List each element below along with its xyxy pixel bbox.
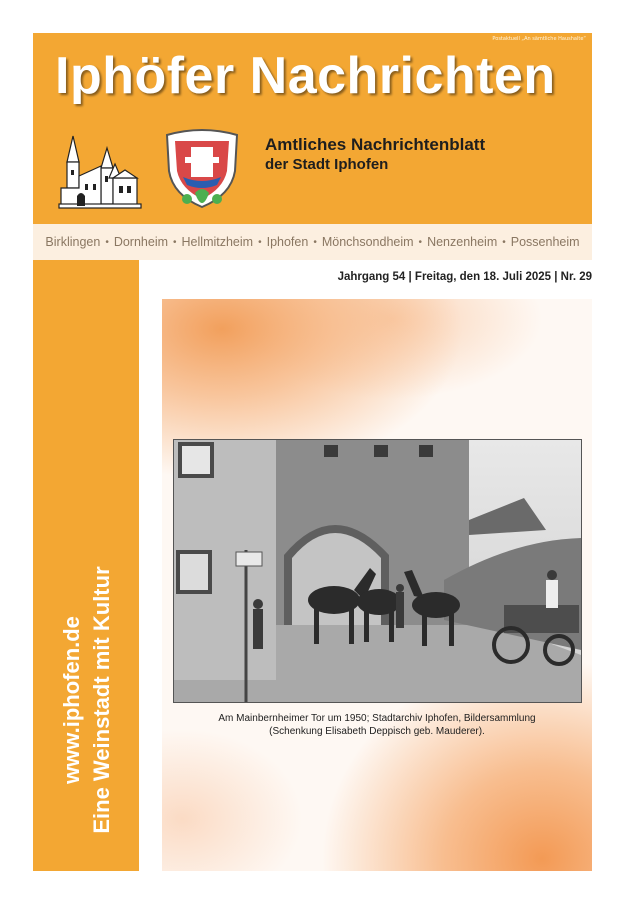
photo-caption: [162, 712, 592, 738]
bullet-separator: •: [502, 236, 506, 248]
bullet-separator: •: [418, 236, 423, 248]
postal-note: Postaktuell „An sämtliche Haushalte“: [492, 36, 586, 42]
slogan-text: Eine Weinstadt mit Kultur: [89, 566, 114, 834]
bullet-separator: •: [105, 236, 109, 248]
village-name: Hellmitzheim: [181, 235, 254, 249]
village-list: [33, 224, 592, 260]
bullet-separator: •: [173, 236, 177, 248]
village-name: Nenzenheim: [427, 235, 498, 249]
caption-line: Am Mainbernheimer Tor um 1950; Stadtarchiv Iphofen, Bildersammlung: [218, 713, 536, 724]
church-icon: [55, 126, 147, 212]
historic-photo: [173, 439, 582, 703]
village-name: Dornheim: [113, 235, 169, 249]
issue-info: Jahrgang 54 | Freitag, den 18. Juli 2025 | Nr. 29: [337, 271, 592, 283]
website-text: www.iphofen.de: [59, 616, 84, 784]
newspaper-title: Iphöfer Nachrichten: [55, 47, 556, 105]
cover-image-panel: [162, 299, 592, 871]
caption-line: (Schenkung Elisabeth Deppisch geb. Mauderer).: [269, 726, 485, 737]
bullet-separator: •: [313, 236, 317, 248]
bullet-separator: •: [258, 236, 262, 248]
village-name: Birklingen: [45, 235, 101, 249]
village-name: Mönchsondheim: [321, 235, 414, 249]
village-name: Possenheim: [510, 235, 580, 249]
subtitle-town: der Stadt Iphofen: [265, 156, 389, 173]
town-crest-icon: [161, 127, 243, 213]
village-name: Iphofen: [266, 235, 309, 249]
masthead: [33, 33, 592, 224]
subtitle: Amtliches Nachrichtenblatt: [265, 135, 486, 154]
sidebar: [33, 260, 139, 871]
